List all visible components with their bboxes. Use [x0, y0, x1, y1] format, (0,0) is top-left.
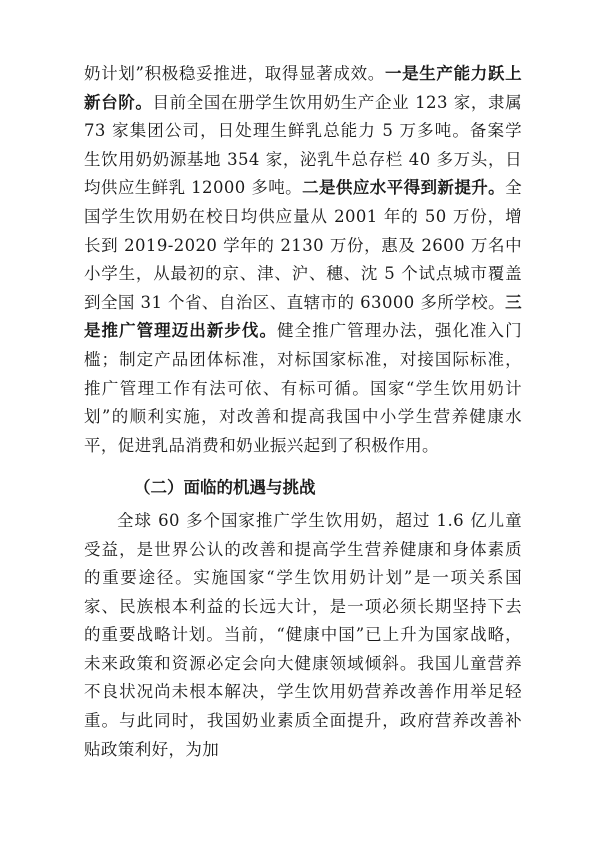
paragraph-text: 全国学生饮用奶在校日均供应量从 2001 年的 50 万份，增长到 2019-2020 学年的 2130 万份，惠及 2600 万名中小学生，从最初的京、津、沪、穗、沈 5 个试点城市覆盖到全国 31 个省、自治区、直辖市的 63000 多所学校。 — [84, 178, 522, 312]
paragraph-text: 健全推广管理办法，强化准入门槛；制定产品团体标准，对标国家标准，对接国际标准，推广管理工作有法可依、有标可循。国家“学生饮用奶计划”的顺利实施，对改善和提高我国中小学生营养健康水平，促进乳品消费和奶业振兴起到了积极作用。 — [84, 321, 522, 455]
bold-point-management: 三是推广管理迈出新步伐。 — [84, 292, 522, 341]
paragraph-text: 奶计划”积极稳妥推进，取得显著成效。 — [84, 64, 385, 83]
bold-point-production-capacity: 一是生产能力跃上新台阶。 — [84, 64, 523, 112]
bold-point-supply-level: 二是供应水平得到新提升。 — [302, 178, 506, 198]
paragraph-text: 目前全国在册学生饮用奶生产企业 123 家，隶属 73 家集团公司，日处理生鲜乳总能力 5 万多吨。备案学生饮用奶奶源基地 354 家，泌乳牛总存栏 40 多万头，日均供应生鲜乳 12000 多吨。 — [84, 92, 522, 198]
section-heading: （二）面临的机遇与挑战 — [134, 478, 316, 498]
body-paragraph-opportunities: 全球 60 多个国家推广学生饮用奶，超过 1.6 亿儿童受益，是世界公认的改善和提高学生营养健康和身体素质的重要途径。实施国家“学生饮用奶计划”是一项关系国家、民族根本利益的长远大计，是一项必须长期坚持下去的重要战略计划。当前，“健康中国”已上升为国家战略，未来政策和资源必定会向大健康领域倾斜。我国儿童营养不良状况尚未根本解决，学生饮用奶营养改善作用举足轻重。与此同时，我国奶业素质全面提升，政府营养改善补贴政策利好，为加 — [84, 510, 522, 759]
body-paragraph-achievements — [84, 60, 522, 460]
